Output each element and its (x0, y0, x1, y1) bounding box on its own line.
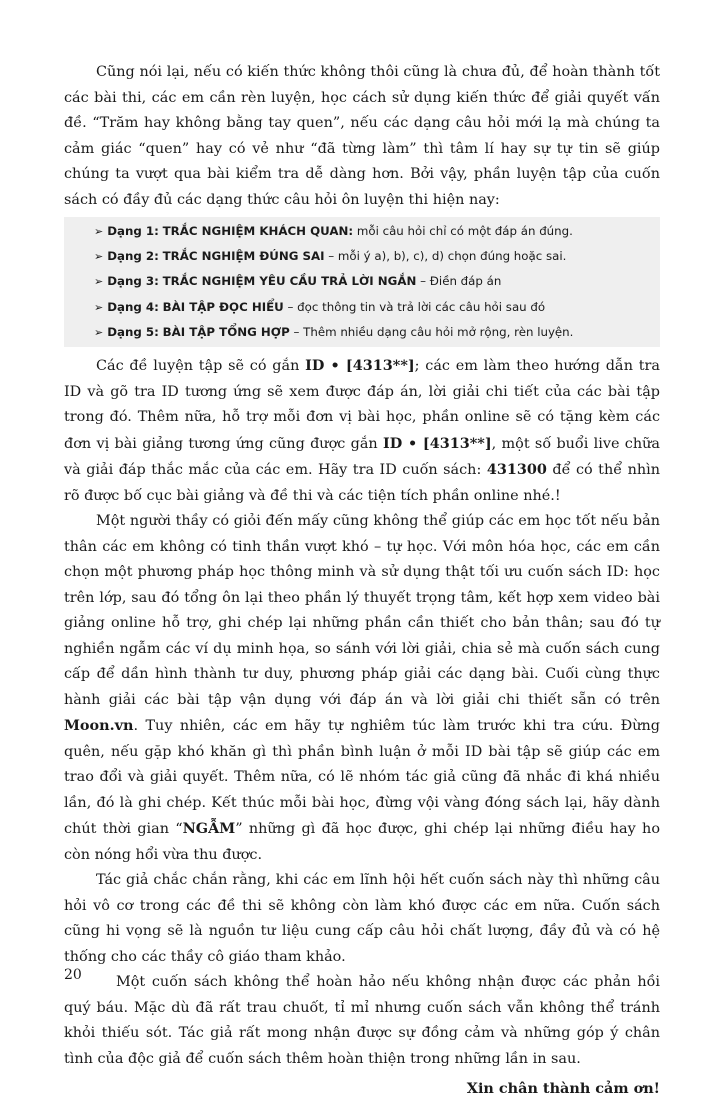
type-label: Dạng 4: (107, 299, 159, 314)
site-name: Moon.vn (64, 717, 134, 735)
question-types-list (64, 217, 660, 347)
emphasis-word: NGẪM (182, 820, 236, 838)
text-span: . Tuy nhiên, các em hãy tự nghiêm túc làm trước khi tra cứu. Đừng quên, nếu gặp khó khăn gì thì phần bình luận ở mỗi ID bài tập sẽ giúp các em trao đổi và giải quyết. Thêm nữa, có lẽ nhóm tác giả cũng đã nhắc đi khá nhiều lần, đó là ghi chép. Kết thúc mỗi bài học, đừng vội vàng đóng sách lại, hãy dành chút thời gian “ (64, 718, 660, 838)
paragraph-intro: Cũng nói lại, nếu có kiến thức không thôi cũng là chưa đủ, để hoàn thành tốt các bài thi, các em cần rèn luyện, học cách sử dụng kiến thức để giải quyết vấn đề. “Trăm hay không bằng tay quen”, nếu các dạng câu hỏi mới lạ mà chúng ta cảm giác “quen” hay có vẻ như “đã từng làm” thì tâm lí hay sự tự tin sẽ giúp chúng ta vượt qua bài kiểm tra dễ dàng hơn. Bởi vậy, phần luyện tập của cuốn sách có đầy đủ các dạng thức câu hỏi ôn luyện thi hiện nay: (64, 64, 660, 208)
paragraph-author-hope: Tác giả chắc chắn rằng, khi các em lĩnh hội hết cuốn sách này thì những câu hỏi vô cơ trong các đề thi sẽ không còn làm khó được các em nữa. Cuốn sách cũng hi vọng sẽ là nguồn tư liệu cung cấp câu hỏi chất lượng, đầy đủ và có hệ thống cho các thầy cô giáo tham khảo. (64, 872, 660, 965)
type-desc: – Thêm nhiều dạng câu hỏi mở rộng, rèn luyện. (289, 324, 574, 339)
type-title: TRẮC NGHIỆM ĐÚNG SAI (162, 249, 325, 264)
type-label: Dạng 5: (107, 324, 159, 339)
type-label: Dạng 3: (107, 274, 159, 289)
text-span: Một người thầy có giỏi đến mấy cũng không thể giúp các em học tốt nếu bản thân các em không có tinh thần vượt khó – tự học. Với môn hóa học, các em cần chọn một phương pháp học thông minh và sử dụng thật tối ưu cuốn sách ID: học trên lớp, sau đó tổng ôn lại theo phần lý thuyết trọng tâm, kết hợp xem video bài giảng online hỗ trợ, ghi chép lại những phần cần thiết cho bản thân; sau đó tự nghiền ngẫm các ví dụ minh họa, so sánh với lời giải, chia sẻ mà cuốn sách cung cấp để dần hình thành tư duy, phương pháp giải các dạng bài. Cuối cùng thực hành giải các bài tập vận dụng với đáp án và lời giải chi thiết sẵn có trên (64, 513, 660, 708)
type-desc: mỗi câu hỏi chỉ có một đáp án đúng. (353, 224, 573, 238)
text-span: ” những gì đã học được, ghi chép lại những điều hay ho còn nóng hổi vừa thu được. (64, 821, 660, 863)
type-title: BÀI TẬP ĐỌC HIỂU (162, 299, 284, 314)
type-desc: – đọc thông tin và trả lời các câu hỏi sau đó (283, 299, 546, 314)
question-type-item (94, 244, 660, 269)
type-title: BÀI TẬP TỔNG HỢP (162, 324, 290, 339)
type-desc: – mỗi ý a), b), c), d) chọn đúng hoặc sai. (324, 249, 567, 264)
id-code: ID • [4313**] (305, 357, 415, 375)
id-code: ID • [4313**] (383, 434, 492, 452)
arrow-bullet-icon: ➢ (94, 325, 104, 339)
question-type-item (94, 320, 660, 345)
arrow-bullet-icon: ➢ (94, 300, 104, 314)
text-span: để có thể nhìn rõ được bố cục bài giảng và đề thi và các tiện tích phần online nhé.! (64, 462, 660, 504)
paragraph-feedback: Một cuốn sách không thể hoàn hảo nếu không nhận được các phản hồi quý báu. Mặc dù đã rất trau chuốt, tỉ mỉ nhưng cuốn sách vẫn không thể tránh khỏi thiếu sót. Tác giả rất mong nhận được sự đồng cảm và những góp ý chân tình của độc giả để cuốn sách thêm hoàn thiện trong những lần in sau. (64, 974, 660, 1067)
type-title: TRẮC NGHIỆM YÊU CẦU TRẢ LỜI NGẮN (162, 274, 417, 289)
type-label: Dạng 1: (107, 224, 159, 238)
paragraph-study-method (64, 509, 660, 868)
arrow-bullet-icon: ➢ (94, 225, 104, 238)
question-type-item (94, 219, 660, 244)
question-type-item (94, 269, 660, 294)
book-id: 431300 (486, 461, 547, 479)
text-span: Các đề luyện tập sẽ có gắn (96, 358, 306, 375)
text-span: , một số buổi live chữa và giải đáp thắc mắc của các em. Hãy tra ID cuốn sách: (64, 435, 660, 479)
arrow-bullet-icon: ➢ (94, 275, 104, 289)
type-title: TRẮC NGHIỆM KHÁCH QUAN: (162, 224, 354, 238)
text-span: ; các em làm theo hướng dẫn tra ID và gõ tra ID tương ứng sẽ xem được đáp án, lời giải chi tiết của các bài tập trong đó. Thêm nữa, hỗ trợ mỗi đơn vị bài học, phần online sẽ có tặng kèm các đơn vị bài giảng tương ứng cũng được gắn (64, 358, 660, 452)
paragraph-id-usage (64, 353, 660, 509)
arrow-bullet-icon: ➢ (94, 250, 104, 264)
type-label: Dạng 2: (107, 249, 159, 264)
question-type-item (94, 295, 660, 320)
type-desc: – Điền đáp án (416, 274, 502, 289)
closing-signature: Xin chân thành cảm ơn! (466, 1080, 660, 1098)
page-number: 20 (64, 967, 82, 983)
